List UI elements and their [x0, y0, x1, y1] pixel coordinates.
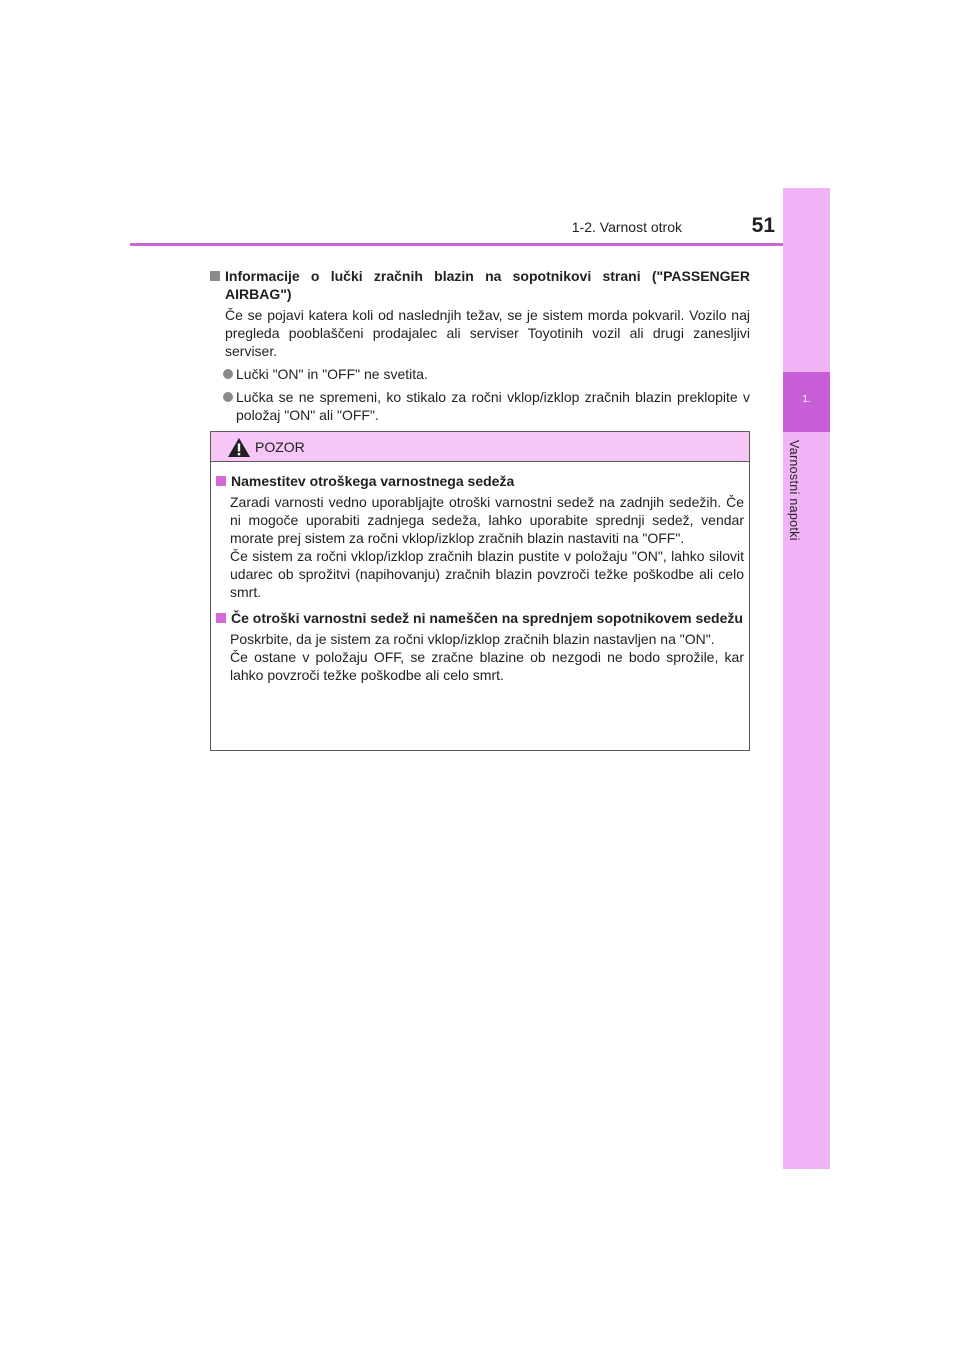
section-title: 1-2. Varnost otrok [571, 219, 682, 235]
warning-header [211, 432, 749, 462]
header-divider [130, 243, 830, 246]
info-text: Če se pojavi katera koli od naslednjih težav, se je sistem morda pokvaril. Vozilo naj pregleda pooblaščeni prodajalec ali serviser Toyotinih vozil ali drugi zanesljivi serviser. [225, 307, 750, 359]
section-square-icon [216, 476, 226, 486]
warning-paragraph: Če ostane v položaju OFF, se zračne blazine ob nezgodi ne bodo sprožile, kar lahko povzroči težke poškodbe ali celo smrt. [230, 649, 744, 683]
warning-paragraph: Zaradi varnosti vedno uporabljajte otroški varnostni sedež na zadnjih sedežih. Če ni mogoče uporabiti zadnjega sedeža, lahko uporabite sprednji sedež, vendar morate prej sistem za ročni vklop/izklop zračnih blazin nastaviti na "OFF". [230, 494, 744, 546]
chapter-side-tab [783, 188, 830, 1169]
warning-section-heading: Namestitev otroškega varnostnega sedeža [216, 472, 744, 490]
warning-body [216, 472, 744, 684]
bullet-dot-icon [223, 392, 233, 402]
airbag-light-info [210, 267, 750, 424]
warning-box [210, 431, 750, 751]
warning-label: POZOR [255, 439, 305, 455]
bullet-dot-icon [223, 369, 233, 379]
warning-paragraph: Če sistem za ročni vklop/izklop zračnih blazin pustite v položaju "ON", lahko silovit udarec ob sprožitvi (napihovanju) zračnih blazin povzroči težke poškodbe ali celo smrt. [230, 548, 744, 600]
warning-paragraph: Poskrbite, da je sistem za ročni vklop/izklop zračnih blazin nastavljen na "ON". [230, 631, 715, 647]
section-square-icon [216, 613, 226, 623]
side-chapter-number: 1. [802, 394, 811, 405]
section-square-icon [210, 271, 220, 281]
info-bullet: Lučka se ne spremeni, ko stikalo za ročni vklop/izklop zračnih blazin preklopite v položaj "ON" ali "OFF". [210, 388, 750, 424]
warning-section-heading: Če otroški varnostni sedež ni nameščen na sprednjem sopotnikovem sedežu [216, 609, 744, 627]
info-bullet: Lučki "ON" in "OFF" ne svetita. [210, 365, 750, 383]
info-heading: Informacije o lučki zračnih blazin na sopotnikovi strani ("PASSENGER AIRBAG") [210, 267, 750, 303]
warning-triangle-icon [227, 437, 251, 458]
page-number: 51 [751, 214, 775, 237]
side-chapter-title: Varnostni napotki [787, 440, 801, 541]
